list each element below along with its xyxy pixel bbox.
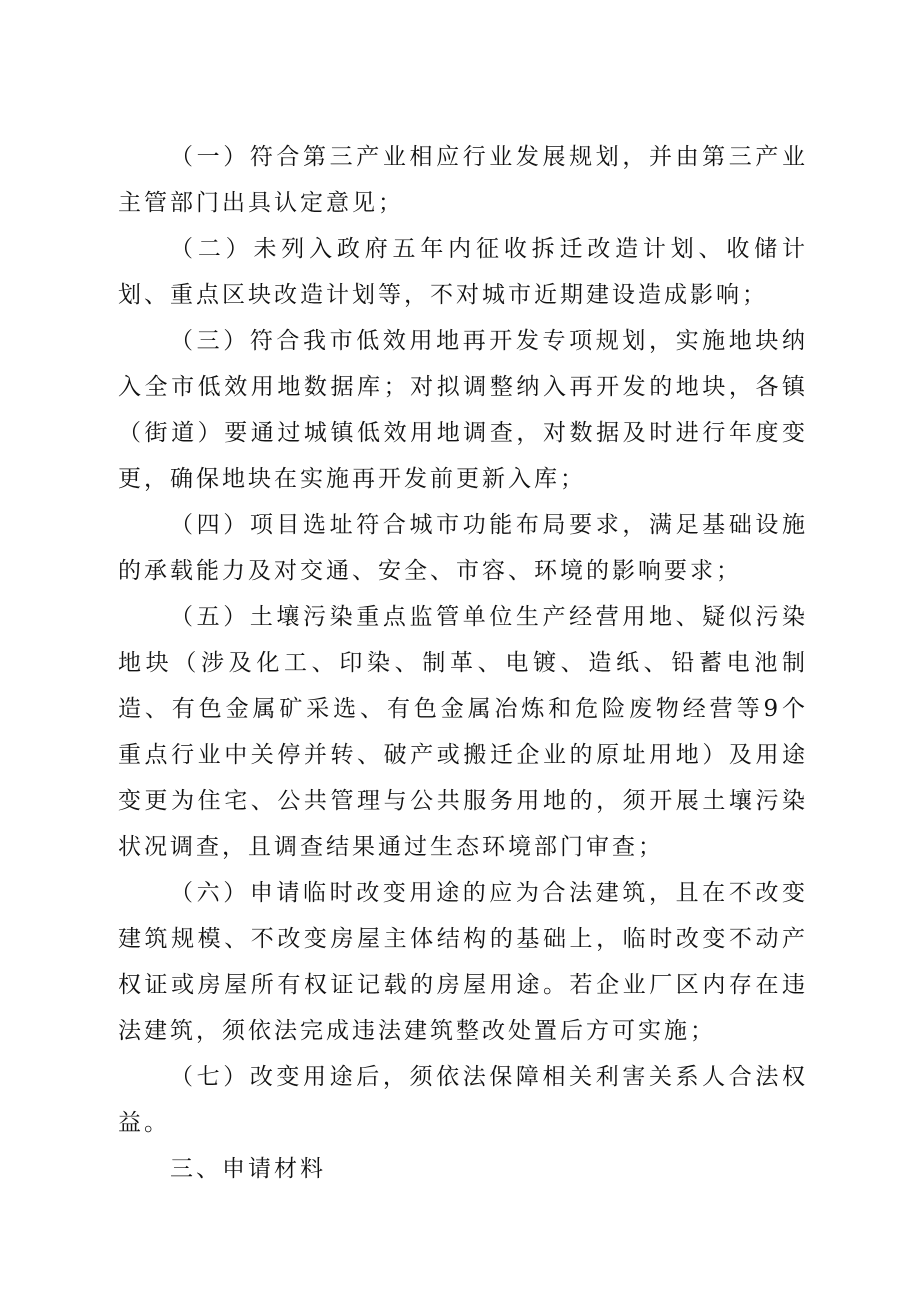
condition-paragraph-1: （一）符合第三产业相应行业发展规划，并由第三产业主管部门出具认定意见； bbox=[118, 144, 808, 216]
condition-paragraph-6: （六）申请临时改变用途的应为合法建筑，且在不改变建筑规模、不改变房屋主体结构的基础上，临时改变不动产权证或房屋所有权证记载的房屋用途。若企业厂区内存在违法建筑，须依法完成违法建筑整改处置后方可实施； bbox=[118, 880, 808, 1044]
document-body bbox=[118, 134, 808, 1192]
condition-paragraph-7: （七）改变用途后，须依法保障相关利害关系人合法权益。 bbox=[118, 1064, 808, 1136]
condition-paragraph-3: （三）符合我市低效用地再开发专项规划，实施地块纳入全市低效用地数据库；对拟调整纳入再开发的地块，各镇（街道）要通过城镇低效用地调查，对数据及时进行年度变更，确保地块在实施再开发前更新入库； bbox=[118, 328, 808, 492]
condition-paragraph-2: （二）未列入政府五年内征收拆迁改造计划、收储计划、重点区块改造计划等，不对城市近期建设造成影响； bbox=[118, 236, 808, 308]
section-heading: 三、申请材料 bbox=[170, 1156, 326, 1182]
condition-paragraph-5: （五）土壤污染重点监管单位生产经营用地、疑似污染地块（涉及化工、印染、制革、电镀、造纸、铅蓄电池制造、有色金属矿采选、有色金属冶炼和危险废物经营等9个重点行业中关停并转、破产或搬迁企业的原址用地）及用途变更为住宅、公共管理与公共服务用地的，须开展土壤污染状况调查，且调查结果通过生态环境部门审查； bbox=[118, 604, 808, 860]
condition-paragraph-4: （四）项目选址符合城市功能布局要求，满足基础设施的承载能力及对交通、安全、市容、环境的影响要求； bbox=[118, 512, 808, 584]
